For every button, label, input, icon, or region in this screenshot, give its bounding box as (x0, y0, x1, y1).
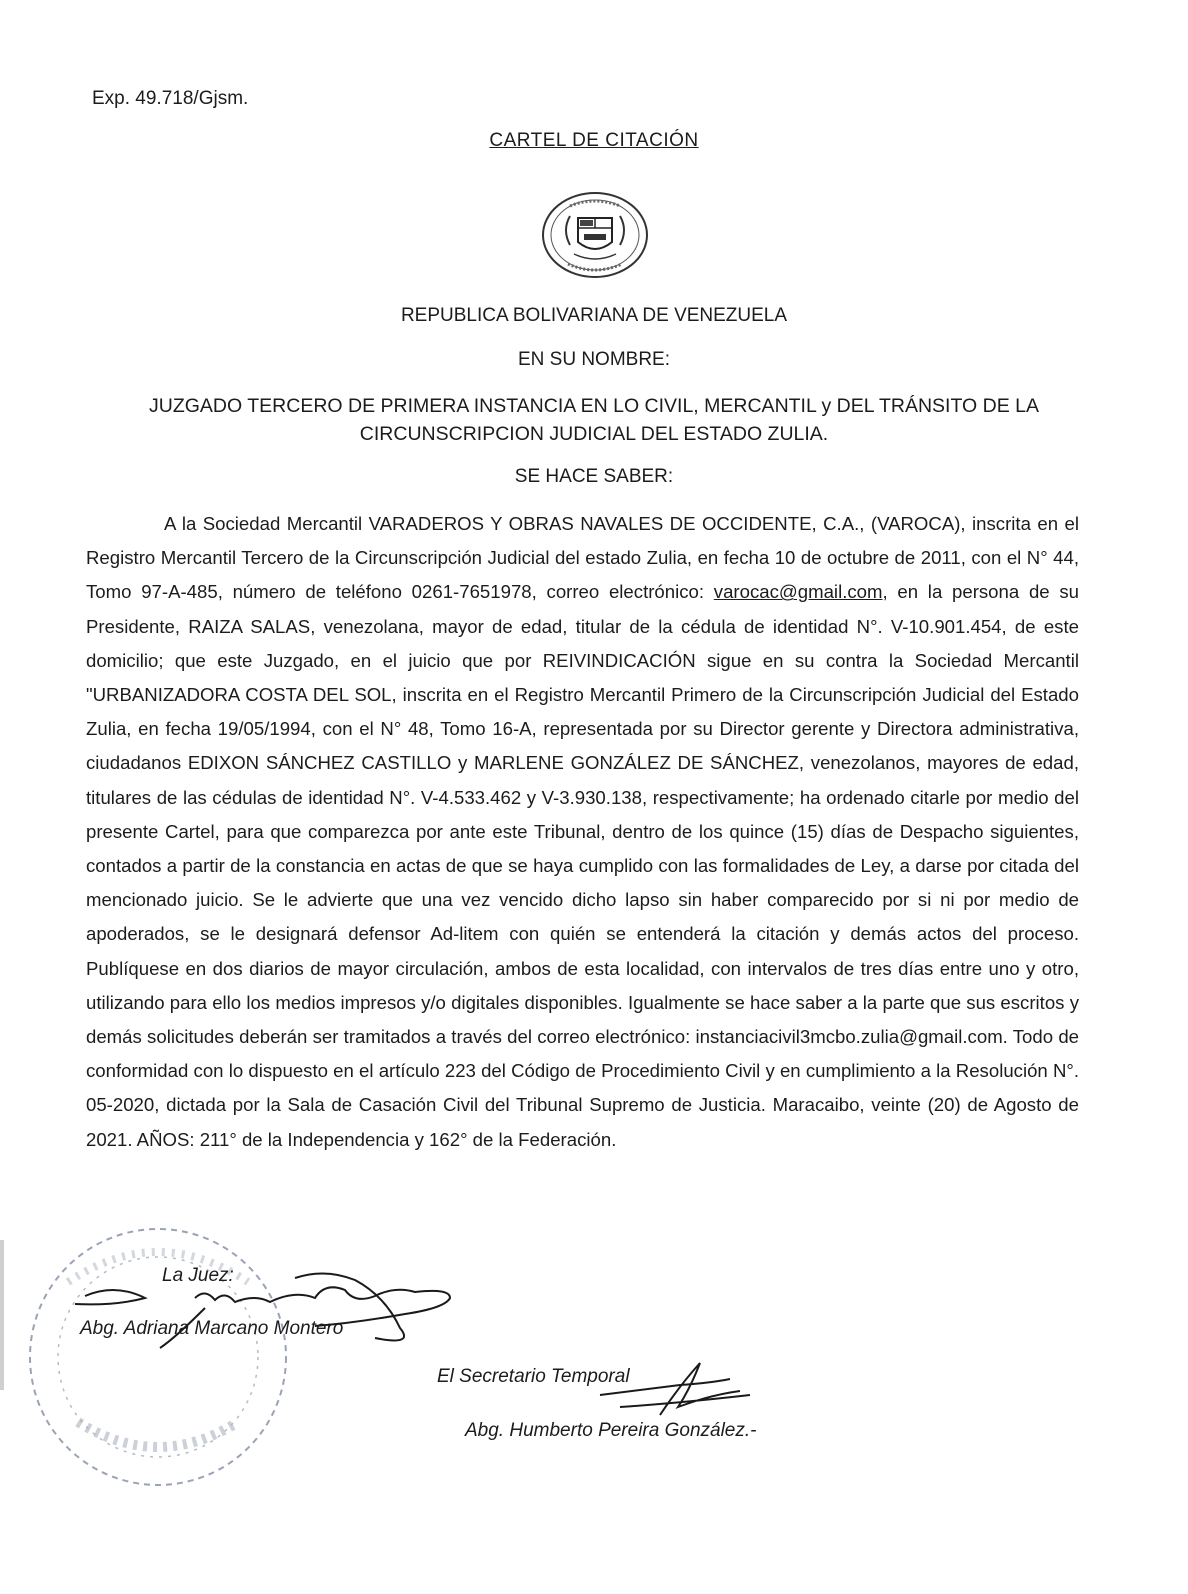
in-name-heading: EN SU NOMBRE: (517, 349, 671, 370)
court-heading (0, 392, 1188, 448)
body-text-part-2: , en la persona de su Presidente, RAIZA SALAS, venezolana, mayor de edad, titular de la cédula de identidad N°. V-10.901.454, de este domicilio; que este Juzgado, en el juicio que por REIVINDICACIÓN sigue en su contra la Sociedad Mercantil "URBANIZADORA COSTA DEL SOL, inscrita en el Registro Mercantil Primero de la Circunscripción Judicial del Estado Zulia, en fecha 19/05/1994, con el N° 48, Tomo 16-A, representada por su Director gerente y Directora administrativa, ciudadanos EDIXON SÁNCHEZ CASTILLO y MARLENE GONZÁLEZ DE SÁNCHEZ, venezolanos, mayores de edad, titulares de las cédulas de identidad N°. V-4.533.462 y V-3.930.138, respectivamente; ha ordenado citarle por medio del presente Cartel, para que comparezca por ante este Tribunal, dentro de los quince (15) días de Despacho siguientes, contados a partir de la constancia en actas de que se haya cumplido con las formalidades de Ley, a darse por citada del mencionado juicio. Se le advierte que una vez vencido dicho lapso sin haber comparecido por si ni por medio de apoderados, se le designará defensor Ad-litem con quién se entenderá la citación y demás actos del proceso. Publíquese en dos diarios de mayor circulación, ambos de esta localidad, con intervalos de tres días entre uno y otro, utilizando para ello los medios impresos y/o digitales disponibles. Igualmente se hace saber a la parte que sus escritos y demás solicitudes deberán ser tramitados a través del correo electrónico: instanciacivil3mcbo.zulia@gmail.com. Todo de conformidad con lo dispuesto en el artículo 223 del Código de Procedimiento Civil y en cumplimiento a la Resolución N°. 05-2020, dictada por la Sala de Casación Civil del Tribunal Supremo de Justicia. Maracaibo, veinte (20) de Agosto de 2021. AÑOS: 211° de la Independencia y 162° de la Federación. (86, 581, 1079, 1150)
file-number: Exp. 49.718/Gjsm. (92, 88, 249, 109)
email-link[interactable]: varocac@gmail.com (713, 581, 883, 603)
secretary-signature (590, 1355, 760, 1425)
court-heading-line-2: CIRCUNSCRIPCION JUDICIAL DEL ESTADO ZULIA. (359, 423, 829, 445)
body-paragraph (86, 507, 1079, 1157)
court-heading-line-1: JUZGADO TERCERO DE PRIMERA INSTANCIA EN LO CIVIL, MERCANTIL y DEL TRÁNSITO DE LA (149, 395, 1039, 417)
margin-mark (0, 1240, 4, 1390)
body-text-part-1: A la Sociedad Mercantil VARADEROS Y OBRAS NAVALES DE OCCIDENTE, C.A., (VAROCA), inscrita en el Registro Mercantil Tercero de la Circunscripción Judicial del estado Zulia, en fecha 10 de octubre de 2011, con el N° 44, Tomo 97-A-485, número de teléfono 0261-7651978, correo electrónico: (86, 513, 1079, 603)
secretary-name: Abg. Humberto Pereira González.- (465, 1420, 757, 1441)
judge-name: Abg. Adriana Marcano Montero (80, 1318, 344, 1339)
republic-heading: REPUBLICA BOLIVARIANA DE VENEZUELA (400, 305, 788, 326)
coat-of-arms-icon (540, 190, 650, 280)
judge-title: La Juez: (162, 1265, 234, 1286)
notice-heading: SE HACE SABER: (514, 466, 674, 487)
secretary-title: El Secretario Temporal (437, 1366, 630, 1387)
judge-signature (55, 1268, 475, 1358)
document-title: CARTEL DE CITACIÓN (489, 130, 699, 151)
